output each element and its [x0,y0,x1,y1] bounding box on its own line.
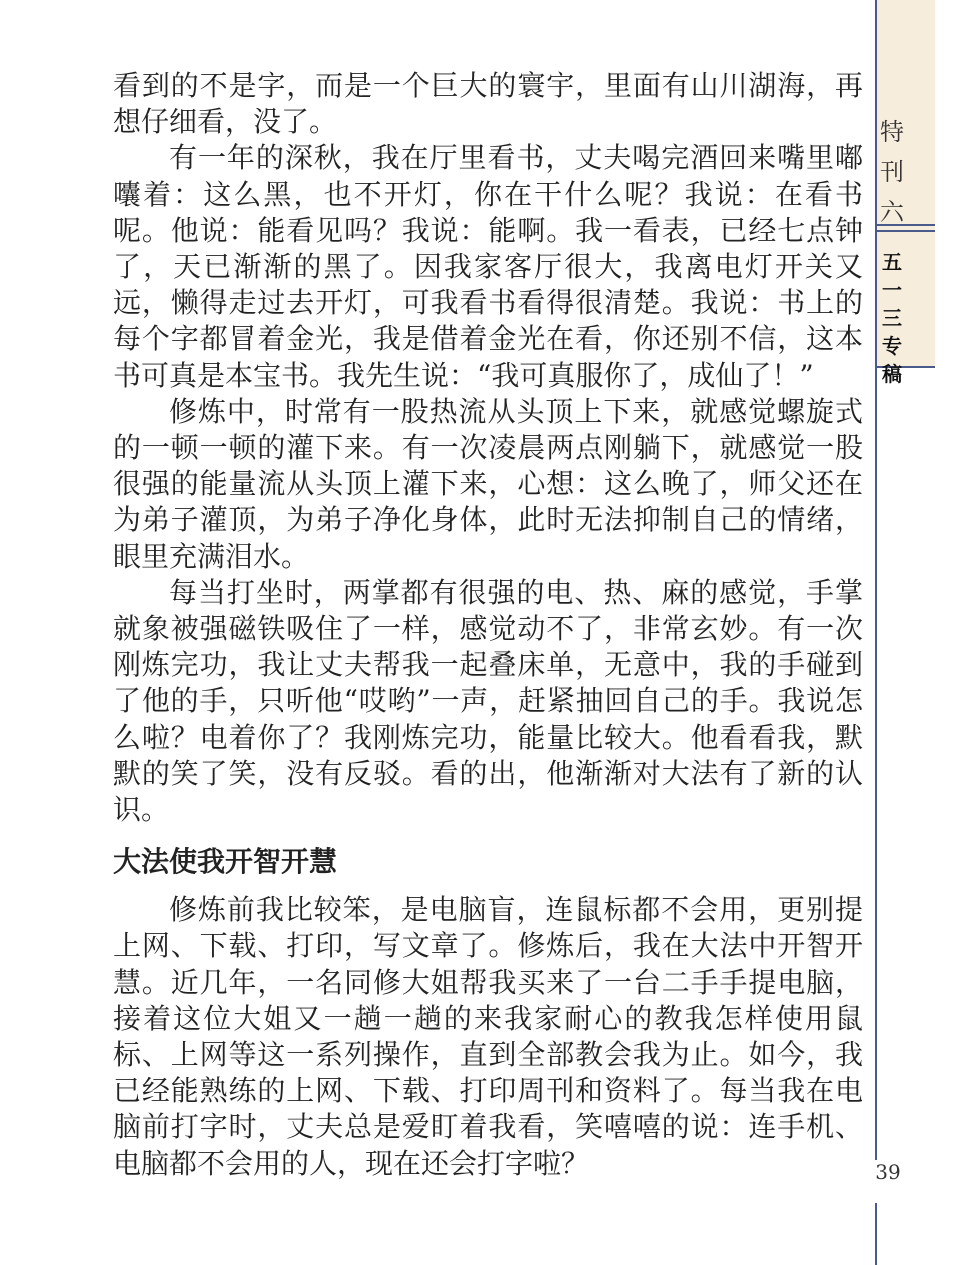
article-body [113,68,863,1182]
label-char: 一 [882,278,902,302]
paragraph: 修炼中，时常有一股热流从头顶上下来，就感觉螺旋式的一顿一顿的灌下来。有一次凌晨两点刚躺下，就感觉一股很强的能量流从头顶上灌下来，心想：这么晚了，师父还在为弟子灌顶，为弟子净化身体，此时无法抑制自己的情绪，眼里充满泪水。 [113,394,863,573]
page-number: 39 [875,1160,901,1184]
label-char: 专 [882,334,902,358]
margin-rule-bottom [875,1203,877,1265]
column-label [877,248,907,388]
label-char: 刊 [880,158,904,186]
label-char: 三 [882,306,902,330]
section-heading: 大法使我开智开慧 [113,845,338,879]
paragraph: 每当打坐时，两掌都有很强的电、热、麻的感觉，手掌就象被强磁铁吸住了一样，感觉动不了，非常玄妙。有一次刚炼完功，我让丈夫帮我一起叠床单，无意中，我的手碰到了他的手，只听他“哎哟”一声，赶紧抽回自己的手。我说怎么啦？电着你了？我刚炼完功，能量比较大。他看看我，默默的笑了笑，没有反驳。看的出，他渐渐对大法有了新的认识。 [113,575,863,827]
paragraph: 看到的不是字，而是一个巨大的寰宇，里面有山川湖海，再想仔细看，没了。 [113,69,863,139]
label-char: 五 [882,250,902,274]
label-char: 稿 [882,362,902,386]
special-issue-label [877,112,907,232]
paragraph: 修炼前我比较笨，是电脑盲，连鼠标都不会用，更别提上网、下载、打印，写文章了。修炼后，我在大法中开智开慧。近几年，一名同修大姐帮我买来了一台二手手提电脑，接着这位大姐又一趟一趟的来我家耐心的教我怎样使用鼠标、上网等这一系列操作，直到全部教会我为止。如今，我已经能熟练的上网、下载、打印周刊和资料了。每当我在电脑前打字时，丈夫总是爱盯着我看，笑嘻嘻的说：连手机、电脑都不会用的人，现在还会打字啦？ [113,893,863,1180]
label-char: 六 [880,198,904,226]
label-char: 特 [880,118,904,146]
paragraph: 有一年的深秋，我在厅里看书，丈夫喝完酒回来嘴里嘟囔着：这么黑，也不开灯，你在干什么呢？我说：在看书呢。他说：能看见吗？我说：能啊。我一看表，已经七点钟了，天已渐渐的黑了。因我家客厅很大，我离电灯开关又远，懒得走过去开灯，可我看书看得很清楚。我说：书上的每个字都冒着金光，我是借着金光在看，你还别不信，这本书可真是本宝书。我先生说：“我可真服你了，成仙了！” [113,141,863,392]
